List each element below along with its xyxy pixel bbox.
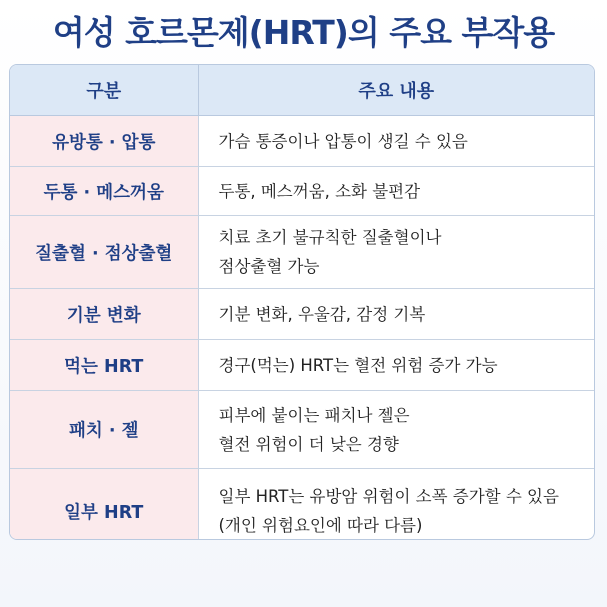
row-description <box>198 167 594 216</box>
row-description <box>198 216 594 289</box>
description-line: 일부 HRT는 유방암 위험이 소폭 증가할 수 있음 <box>218 487 559 506</box>
page-title: 여성 호르몬제(HRT)의 주요 부작용 <box>52 13 555 52</box>
table-row <box>10 340 594 391</box>
description-line: (개인 위험요인에 따라 다름) <box>218 516 423 535</box>
table-row <box>10 167 594 216</box>
row-description <box>198 469 594 541</box>
row-description <box>198 289 594 340</box>
column-header-content: 주요 내용 <box>198 65 594 116</box>
row-description <box>198 340 594 391</box>
description-line: 기분 변화, 우울감, 감정 기복 <box>218 304 426 324</box>
description-line: 두통, 메스꺼움, 소화 불편감 <box>218 181 421 201</box>
row-category: 먹는 HRT <box>10 340 198 391</box>
description-line: 점상출혈 가능 <box>218 257 320 276</box>
description-line: 혈전 위험이 더 낮은 경향 <box>218 434 399 454</box>
side-effects-table <box>9 64 595 540</box>
row-category: 유방통 · 압통 <box>10 116 198 167</box>
table-row <box>10 116 594 167</box>
description-line: 치료 초기 불규칙한 질출혈이나 <box>218 228 442 247</box>
table-row <box>10 289 594 340</box>
row-description <box>198 116 594 167</box>
row-category: 패치 · 젤 <box>10 391 198 469</box>
row-category: 질출혈 · 점상출혈 <box>10 216 198 289</box>
row-category: 일부 HRT <box>10 469 198 541</box>
row-category: 두통 · 메스꺼움 <box>10 167 198 216</box>
column-header-category: 구분 <box>10 65 198 116</box>
table-row <box>10 216 594 289</box>
table-row <box>10 469 594 541</box>
description-line: 경구(먹는) HRT는 혈전 위험 증가 가능 <box>218 355 498 375</box>
row-category: 기분 변화 <box>10 289 198 340</box>
description-line: 가슴 통증이나 압통이 생길 수 있음 <box>218 131 468 151</box>
table-row <box>10 391 594 469</box>
table-header-row <box>10 65 594 116</box>
description-line: 피부에 붙이는 패치나 젤은 <box>218 405 410 425</box>
row-description <box>198 391 594 469</box>
